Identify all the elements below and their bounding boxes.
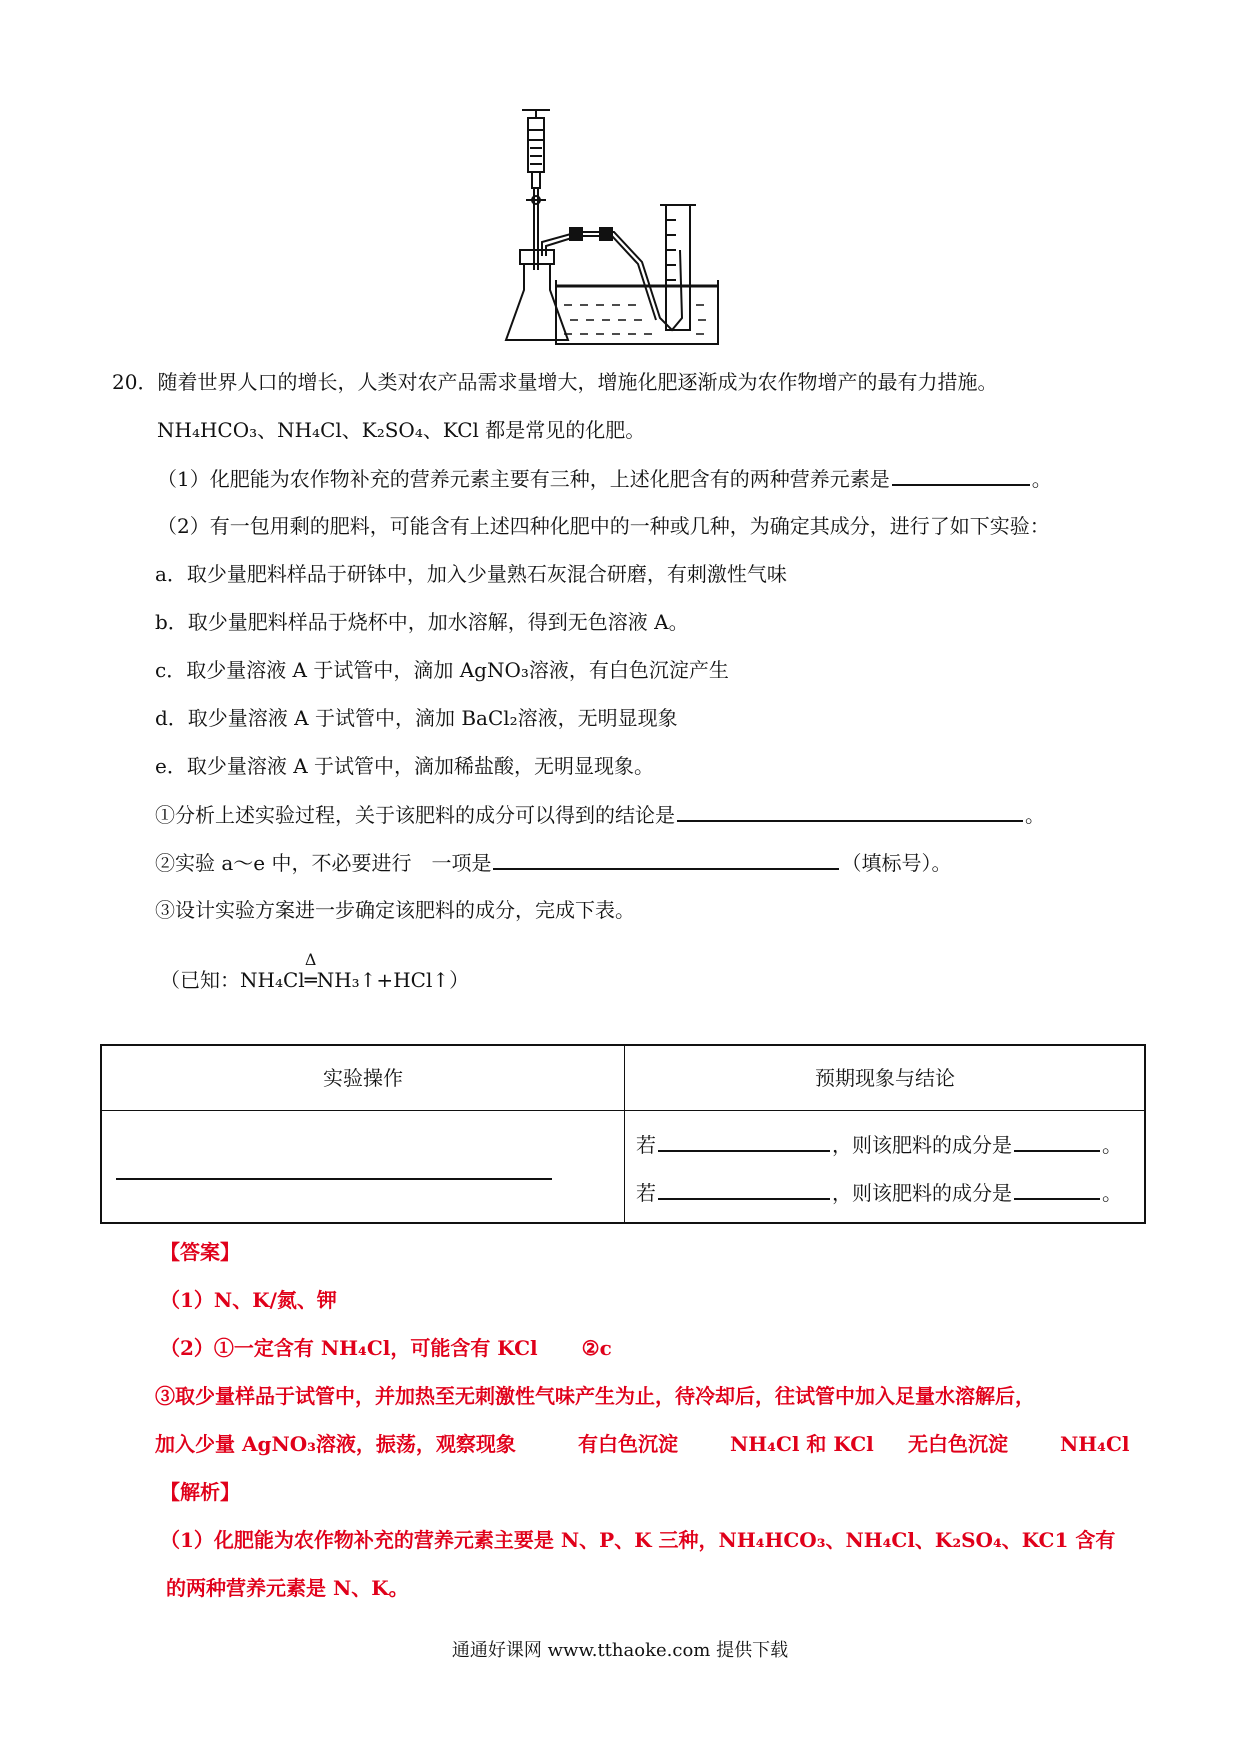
- answer-blank-1[interactable]: [892, 464, 1030, 486]
- answer-blank-3[interactable]: [493, 848, 839, 870]
- sub-question-1: [155, 800, 1045, 829]
- phenomenon-row-1: [636, 1130, 1122, 1159]
- analysis-line-2: 的两种营养元素是 N、K。: [166, 1576, 409, 1600]
- phenomenon-row-2: [636, 1178, 1122, 1207]
- analysis-line-1: （1）化肥能为农作物补充的营养元素主要是 N、P、K 三种，NH₄HCO₃、NH₄Cl、K₂SO₄、KC1 含有: [160, 1528, 1116, 1552]
- equation-rhs: NH₃↑+HCl↑: [316, 968, 450, 992]
- experiment-step-c: c．取少量溶液 A 于试管中，滴加 AgNO₃溶液，有白色沉淀产生: [155, 658, 729, 682]
- header-phenomenon: 预期现象与结论: [815, 1066, 955, 1090]
- answer-composition-1: NH₄Cl 和 KCl: [730, 1432, 874, 1456]
- sub-question-2-suffix: （填标号）。: [841, 851, 952, 875]
- experiment-step-e: e．取少量溶液 A 于试管中，滴加稀盐酸，无明显现象。: [155, 754, 654, 778]
- gas-collection-apparatus-diagram: [500, 100, 760, 350]
- header-operation: 实验操作: [323, 1066, 403, 1090]
- answer-part-3-operation: 加入少量 AgNO₃溶液，振荡，观察现象: [155, 1432, 516, 1456]
- period: 。: [1025, 803, 1045, 827]
- answer-composition-2: NH₄Cl: [1060, 1432, 1130, 1456]
- sub-question-2: [155, 848, 951, 877]
- row-end: 。: [1102, 1133, 1122, 1157]
- sub-question-2-text: ②实验 a～e 中，不必要进行 一项是: [155, 851, 492, 875]
- known-equation: [160, 950, 470, 994]
- equation-lhs: NH₄Cl: [240, 968, 305, 992]
- equals-heat: Δ ═: [305, 966, 317, 994]
- composition-blank-2[interactable]: [1014, 1178, 1100, 1200]
- answer-title: 【答案】: [160, 1240, 240, 1264]
- row-mid: ，则该肥料的成分是: [832, 1133, 1012, 1157]
- question-part-2-intro: （2）有一包用剩的肥料，可能含有上述四种化肥中的一种或几种，为确定其成分，进行了如下实验：: [157, 514, 1050, 538]
- answer-part-3-line-1: ③取少量样品于试管中，并加热至无刺激性气味产生为止，待冷却后，往试管中加入足量水溶解后，: [155, 1384, 1035, 1408]
- answer-part-2-1: （2）①一定含有 NH₄Cl，可能含有 KCl: [160, 1336, 538, 1360]
- sub-question-3: ③设计实验方案进一步确定该肥料的成分，完成下表。: [155, 898, 635, 922]
- experiment-step-b: b．取少量肥料样品于烧杯中，加水溶解，得到无色溶液 A。: [155, 610, 689, 634]
- question-stem: 20．随着世界人口的增长，人类对农产品需求量增大，增施化肥逐渐成为农作物增产的最有力措施。: [112, 370, 998, 394]
- phenomenon-blank-1[interactable]: [658, 1130, 830, 1152]
- table-row-divider: [102, 1110, 1144, 1111]
- experiment-step-a: a．取少量肥料样品于研钵中，加入少量熟石灰混合研磨，有刺激性气味: [155, 562, 787, 586]
- answer-part-2-2: ②c: [581, 1336, 612, 1360]
- answer-blank-2[interactable]: [677, 800, 1023, 822]
- sub-question-1-text: ①分析上述实验过程，关于该肥料的成分可以得到的结论是: [155, 803, 675, 827]
- operation-blank[interactable]: [116, 1158, 552, 1180]
- question-part-1: [157, 464, 1052, 493]
- answer-part-2: [160, 1334, 612, 1362]
- known-suffix: ）: [449, 968, 470, 992]
- row-prefix: 若: [636, 1181, 656, 1205]
- known-prefix: （已知：: [160, 968, 240, 992]
- answer-part-1: （1）N、K/氮、钾: [160, 1288, 337, 1312]
- row-end: 。: [1102, 1181, 1122, 1205]
- analysis-title: 【解析】: [160, 1480, 240, 1504]
- fertilizer-list: NH₄HCO₃、NH₄Cl、K₂SO₄、KCl 都是常见的化肥。: [157, 418, 646, 442]
- page-footer: 通通好课网 www.tthaoke.com 提供下载: [451, 1640, 789, 1661]
- question-part-1-text: （1）化肥能为农作物补充的营养元素主要有三种，上述化肥含有的两种营养元素是: [157, 467, 890, 491]
- composition-blank-1[interactable]: [1014, 1130, 1100, 1152]
- period: 。: [1031, 467, 1052, 491]
- experiment-table: [100, 1044, 1146, 1224]
- row-mid: ，则该肥料的成分是: [832, 1181, 1012, 1205]
- heat-symbol: Δ: [304, 950, 317, 969]
- experiment-step-d: d．取少量溶液 A 于试管中，滴加 BaCl₂溶液，无明显现象: [155, 706, 678, 730]
- phenomenon-blank-2[interactable]: [658, 1178, 830, 1200]
- row-prefix: 若: [636, 1133, 656, 1157]
- answer-phenomenon-1: 有白色沉淀: [578, 1432, 678, 1456]
- answer-phenomenon-2: 无白色沉淀: [908, 1432, 1008, 1456]
